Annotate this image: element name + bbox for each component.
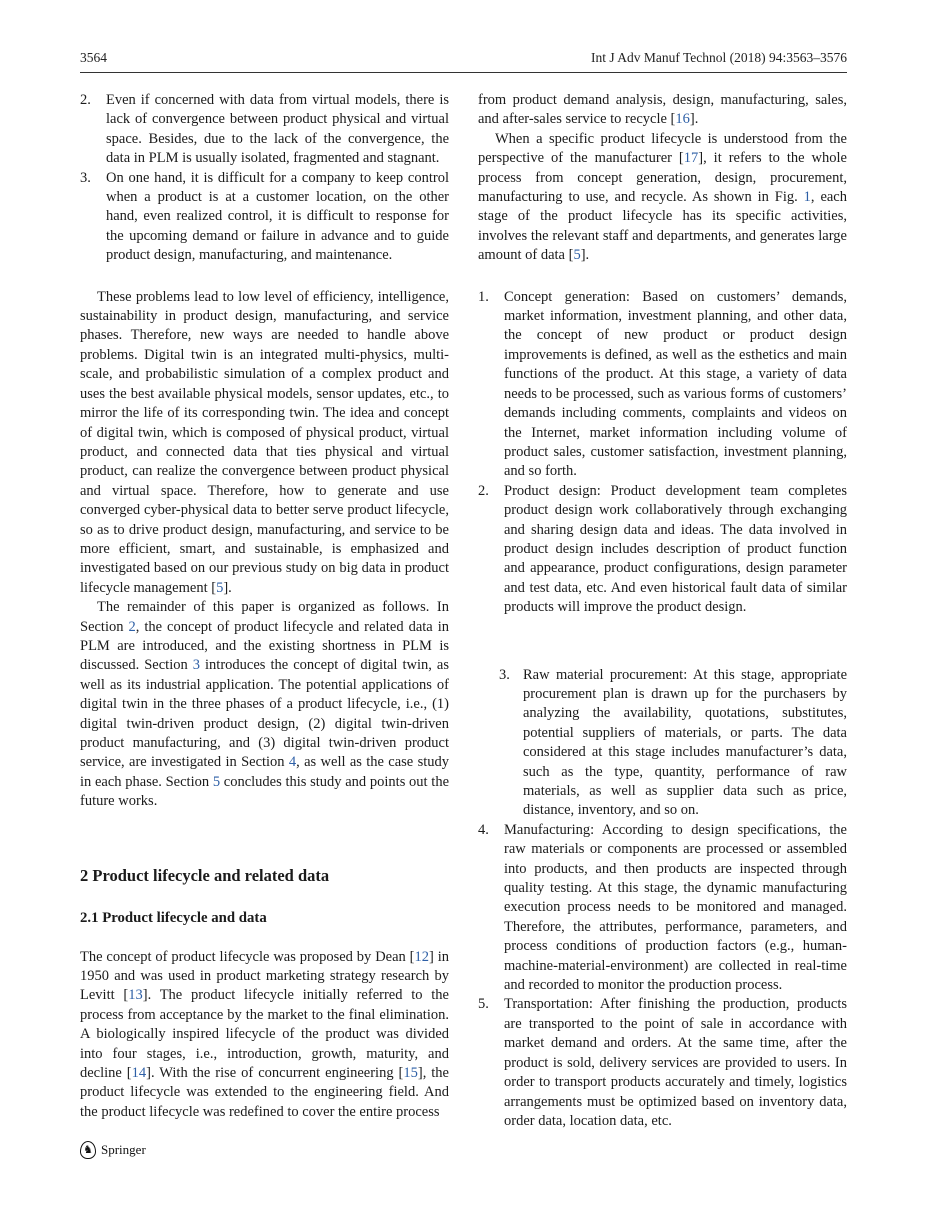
citation-link[interactable]: 12: [414, 948, 429, 965]
subsection-heading: 2.1 Product lifecycle and data: [80, 909, 267, 926]
citation-link[interactable]: 16: [675, 111, 690, 128]
list-number: 3.: [80, 169, 91, 186]
citation-link[interactable]: 14: [131, 1065, 147, 1082]
page-body: [80, 91, 847, 1131]
list-item-text: Transportation: After finishing the production, products are transported to the point of sale in accordance with market demand and orders. At the same time, after the product is sold, delivery services are provided to users. In order to transport products accurately and timely, logistics arrangements must be optimized based on inventory data, order data, location data, etc.: [504, 996, 847, 1129]
list-item: [478, 995, 847, 1131]
list-number: 2.: [478, 482, 489, 499]
list-item: [478, 482, 847, 618]
header-rule: [80, 72, 847, 73]
citation-link[interactable]: 1: [803, 189, 811, 206]
list-item-text: Concept generation: Based on customers’ demands, market information, investment planning, and other data, the concept of new product or product design improvements is defined, as well as the esthetics and main functions of the product. At this stage, a variety of data needs to be processed, such as various forms of customers’ demands including comments, complaints and videos on the Internet, market information including volume of product sales, customer satisfaction, investment planning, and so forth.: [504, 288, 847, 480]
citation-link[interactable]: 5: [212, 773, 221, 790]
list-number: 3.: [499, 666, 510, 683]
journal-citation: Int J Adv Manuf Technol (2018) 94:3563–3576: [590, 50, 847, 65]
citation-link[interactable]: 13: [128, 987, 143, 1004]
paragraph: These problems lead to low level of efficiency, intelligence, sustainability in product design, manufacturing, and service phases. Therefore, new ways are needed to handle above problems. Digital twin is an integrated multi-physics, multi-scale, and probabilistic simulation of a complex product and uses the best available physical models, sensor updates, etc., to mirror the life of its corresponding twin. The idea and concept of digital twin, which is composed of physical product, virtual product, and connected data that ties physical and virtual product, can realize the convergence between product physical and virtual space. Therefore, how to generate and use converged cyber-physical data to better serve product lifecycle, so as to drive product design, manufacturing, and service to be more efficient, smart, and sustainable, is emphasized and investigated based on our previous study on big data in product lifecycle management [5].: [80, 288, 449, 596]
list-item: [478, 288, 847, 482]
list-number: 1.: [478, 288, 489, 305]
list-item-text: Manufacturing: According to design specifications, the raw materials or components are processed or assembled into products, and then products are inspected through quality testing. At this stage, the dynamic manufacturing execution process needs to be monitored and managed. Therefore, the attributes, performance, parameters, and process conditions of production factors (e.g., human-machine-material-environment) are collected in real-time and recorded to monitor the production process.: [504, 821, 847, 994]
paragraph: The concept of product lifecycle was proposed by Dean [12] in 1950 and was used in product marketing strategy research by Levitt [13]. The product lifecycle initially referred to the process from acceptance by the market to the final elimination. A biologically inspired lifecycle of the product was divided into four stages, i.e., introduction, growth, maturity, and decline [14]. With the rise of concurrent engineering [15], the product lifecycle was extended to the engineering field. And the product lifecycle was redefined to cover the entire process: [80, 948, 449, 1120]
citation-link[interactable]: 4: [288, 754, 297, 771]
publisher-name: Springer: [101, 1142, 146, 1157]
list-item-text: Raw material procurement: At this stage, appropriate procurement plan is drawn up for the purchasers by analyzing the availability, quotations, substitutes, potential suppliers of materials, or parts. The data considered at this stage includes manufacturer’s data, such as the type, quantity, performance of raw materials, as well as supplier data such as price, distance, inventory, and so on.: [523, 666, 847, 819]
page-footer: [80, 1141, 146, 1159]
list-item-text: Product design: Product development team completes product design work collaboratively through exchanging and sharing design data and ideas. The data involved in product design includes description of product function and appearance, product configurations, design parameter and test data, etc. And even historical fault data of similar products will improve the product design.: [504, 482, 847, 616]
list-item-text: Even if concerned with data from virtual models, there is lack of convergence between product physical and virtual space. Besides, due to the lack of the convergence, the data in PLM is usually isolated, fragmented and stagnant.: [106, 92, 449, 167]
paragraph: When a specific product lifecycle is understood from the perspective of the manufacturer [17], it refers to the whole process from concept generation, design, procurement, manufacturing to use, and recycle. As shown in Fig. 1, each stage of the product lifecycle has its specific activities, involves the relevant staff and departments, and generates large amount of data [5].: [478, 130, 847, 264]
citation-link[interactable]: 15: [403, 1065, 418, 1082]
citation-link[interactable]: 5: [216, 579, 224, 596]
list-item: [80, 169, 449, 266]
paragraph: from product demand analysis, design, manufacturing, sales, and after-sales service to recycle [16].: [478, 92, 847, 128]
paragraph: The remainder of this paper is organized as follows. In Section 2, the concept of product lifecycle and related data in PLM are introduced, and the existing shortness in PLM is discussed. Section 3 introduces the concept of digital twin, as well as its industrial application. The potential applications of digital twin in the three phases of a product lifecycle, i.e., (1) digital twin-driven product design, (2) digital twin-driven product manufacturing, and (3) digital twin-driven product service, are investigated in Section 4, as well as the case study in each phase. Section 5 concludes this study and points out the future works.: [80, 599, 450, 810]
page-header: [80, 50, 847, 66]
list-number: 4.: [478, 821, 489, 838]
list-number: 5.: [478, 996, 489, 1013]
list-number: 2.: [80, 92, 91, 108]
citation-link[interactable]: 3: [192, 657, 200, 674]
list-item: [80, 91, 449, 169]
page-number: 3564: [80, 50, 107, 65]
right-column: [478, 91, 847, 1131]
citation-link[interactable]: 5: [573, 247, 581, 264]
citation-link[interactable]: 2: [128, 618, 136, 635]
section-heading: 2 Product lifecycle and related data: [80, 865, 330, 885]
list-item-text: On one hand, it is difficult for a company to keep control when a product is at a customer location, on the other hand, even realized control, it is difficult to response for the upcoming demand or failure in advance and to guide product design, manufacturing, and maintenance.: [106, 169, 449, 264]
left-column: [80, 91, 449, 1131]
list-item: [499, 666, 847, 821]
list-item: [478, 821, 847, 996]
citation-link[interactable]: 17: [683, 150, 699, 167]
springer-logo-icon: ♞: [80, 1141, 96, 1159]
